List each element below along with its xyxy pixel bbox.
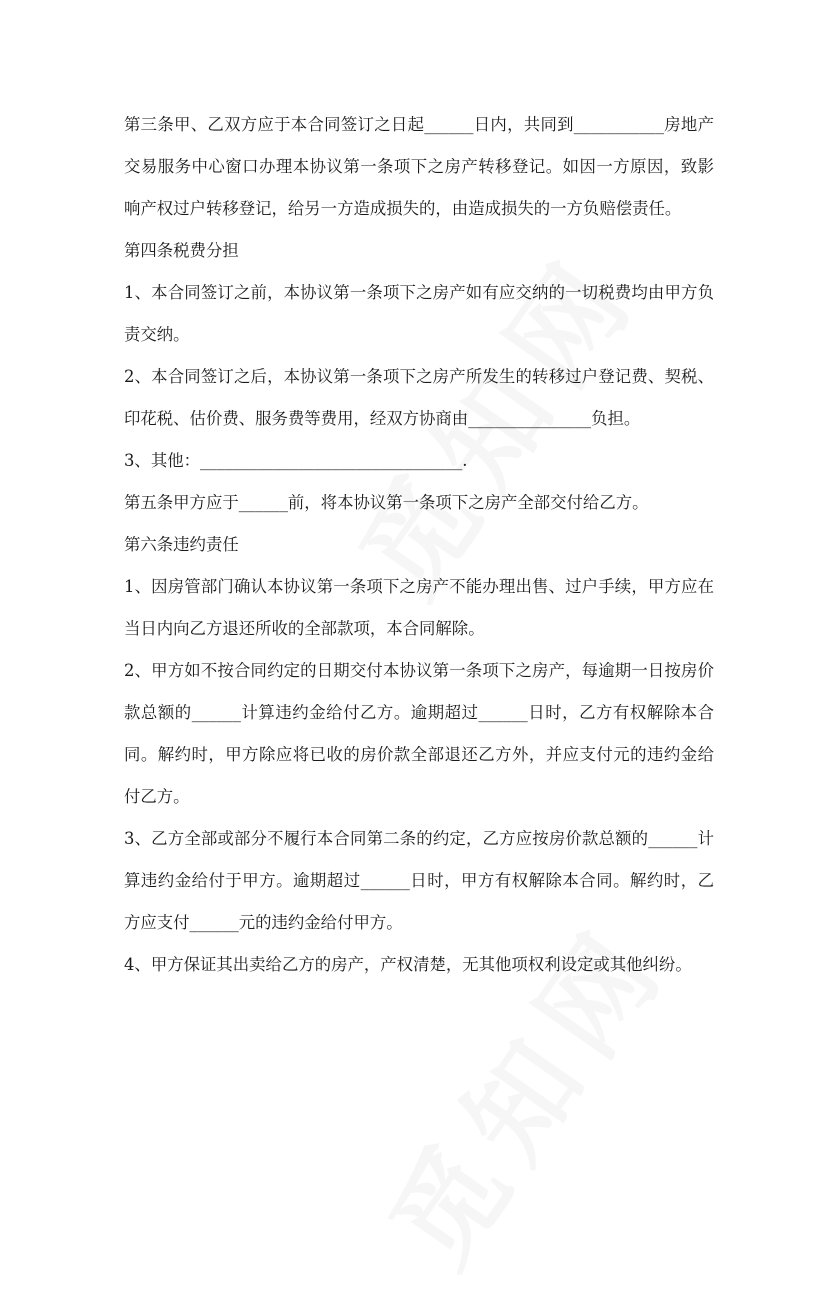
clause-6-item-4: 4、甲方保证其出卖给乙方的房产，产权清楚，无其他项权利设定或其他纠纷。 (124, 955, 692, 974)
clause-4-item-1: 1、本合同签订之前，本协议第一条项下之房产如有应交纳的一切税费均由甲方负责交纳。 (124, 283, 714, 344)
clause-5-paragraph: 第五条甲方应于______前，将本协议第一条项下之房产全部交付给乙方。 (124, 493, 649, 512)
clause-6-item-2: 2、甲方如不按合同约定的日期交付本协议第一条项下之房产，每逾期一日按房价款总额的______计算违约金给付乙方。逾期超过______日时，乙方有权解除本合同。解约时，甲方除应将已收的房价款全部退还乙方外，并应支付元的违约金给付乙方。 (124, 661, 714, 806)
clause-6-item-3: 3、乙方全部或部分不履行本合同第二条的约定，乙方应按房价款总额的______计算违约金给付于甲方。逾期超过______日时，甲方有权解除本合同。解约时，乙方应支付______元的违约金给付甲方。 (124, 829, 714, 932)
clause-6-item-1: 1、因房管部门确认本协议第一条项下之房产不能办理出售、过户手续，甲方应在当日内向乙方退还所收的全部款项，本合同解除。 (124, 577, 714, 638)
clause-3-paragraph: 第三条甲、乙双方应于本合同签订之日起______日内，共同到___________房地产交易服务中心窗口办理本协议第一条项下之房产转移登记。如因一方原因，致影响产权过户转移登记，给另一方造成损失的，由造成损失的一方负赔偿责任。 (124, 115, 714, 218)
clause-4-item-2: 2、本合同签订之后，本协议第一条项下之房产所发生的转移过户登记费、契税、印花税、估价费、服务费等费用，经双方协商由_______________负担。 (124, 367, 714, 428)
clause-6-heading: 第六条违约责任 (124, 535, 239, 554)
clause-4-heading: 第四条税费分担 (124, 241, 239, 260)
document-body (124, 104, 714, 986)
clause-4-item-3: 3、其他：________________________________. (124, 451, 468, 470)
